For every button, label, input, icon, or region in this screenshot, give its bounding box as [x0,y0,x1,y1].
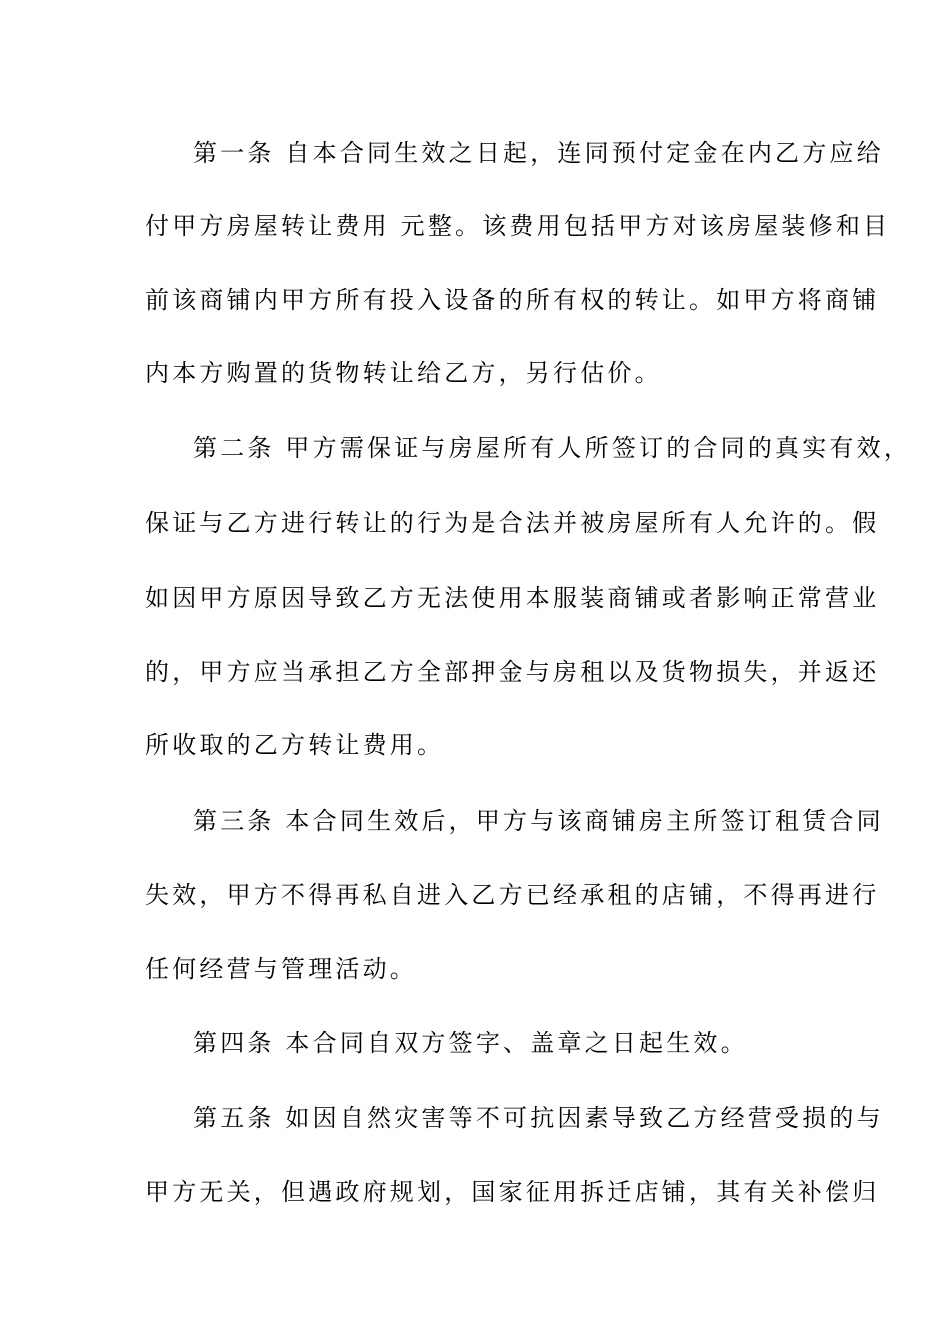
article-4-line-1: 第四条 本合同自双方签字、盖章之日起生效。 [193,1029,748,1057]
article-3-line-1: 第三条 本合同生效后，甲方与该商铺房主所签订租赁合同 [193,807,884,835]
article-2-line-2: 保证与乙方进行转让的行为是合法并被房屋所有人允许的。假 [145,509,880,537]
article-1-line-2: 付甲方房屋转让费用 元整。该费用包括甲方对该房屋装修和目 [145,212,891,240]
article-1-line-3: 前该商铺内甲方所有投入设备的所有权的转让。如甲方将商铺 [145,286,880,314]
article-2-line-3: 如因甲方原因导致乙方无法使用本服装商铺或者影响正常营业 [145,584,880,612]
article-2-line-1: 第二条 甲方需保证与房屋所有人所签订的合同的真实有效， [193,434,912,462]
article-1-line-4: 内本方购置的货物转让给乙方，另行估价。 [145,359,662,387]
article-2-line-5: 所收取的乙方转让费用。 [145,731,445,759]
article-3-line-3: 任何经营与管理活动。 [145,955,417,983]
article-1-line-1: 第一条 自本合同生效之日起，连同预付定金在内乙方应给 [193,139,884,167]
article-2-line-4: 的，甲方应当承担乙方全部押金与房租以及货物损失，并返还 [145,658,880,686]
article-3-line-2: 失效，甲方不得再私自进入乙方已经承租的店铺，不得再进行 [145,881,880,909]
article-5-line-1: 第五条 如因自然灾害等不可抗因素导致乙方经营受损的与 [193,1104,884,1132]
article-5-line-2: 甲方无关，但遇政府规划，国家征用拆迁店铺，其有关补偿归 [145,1178,880,1206]
